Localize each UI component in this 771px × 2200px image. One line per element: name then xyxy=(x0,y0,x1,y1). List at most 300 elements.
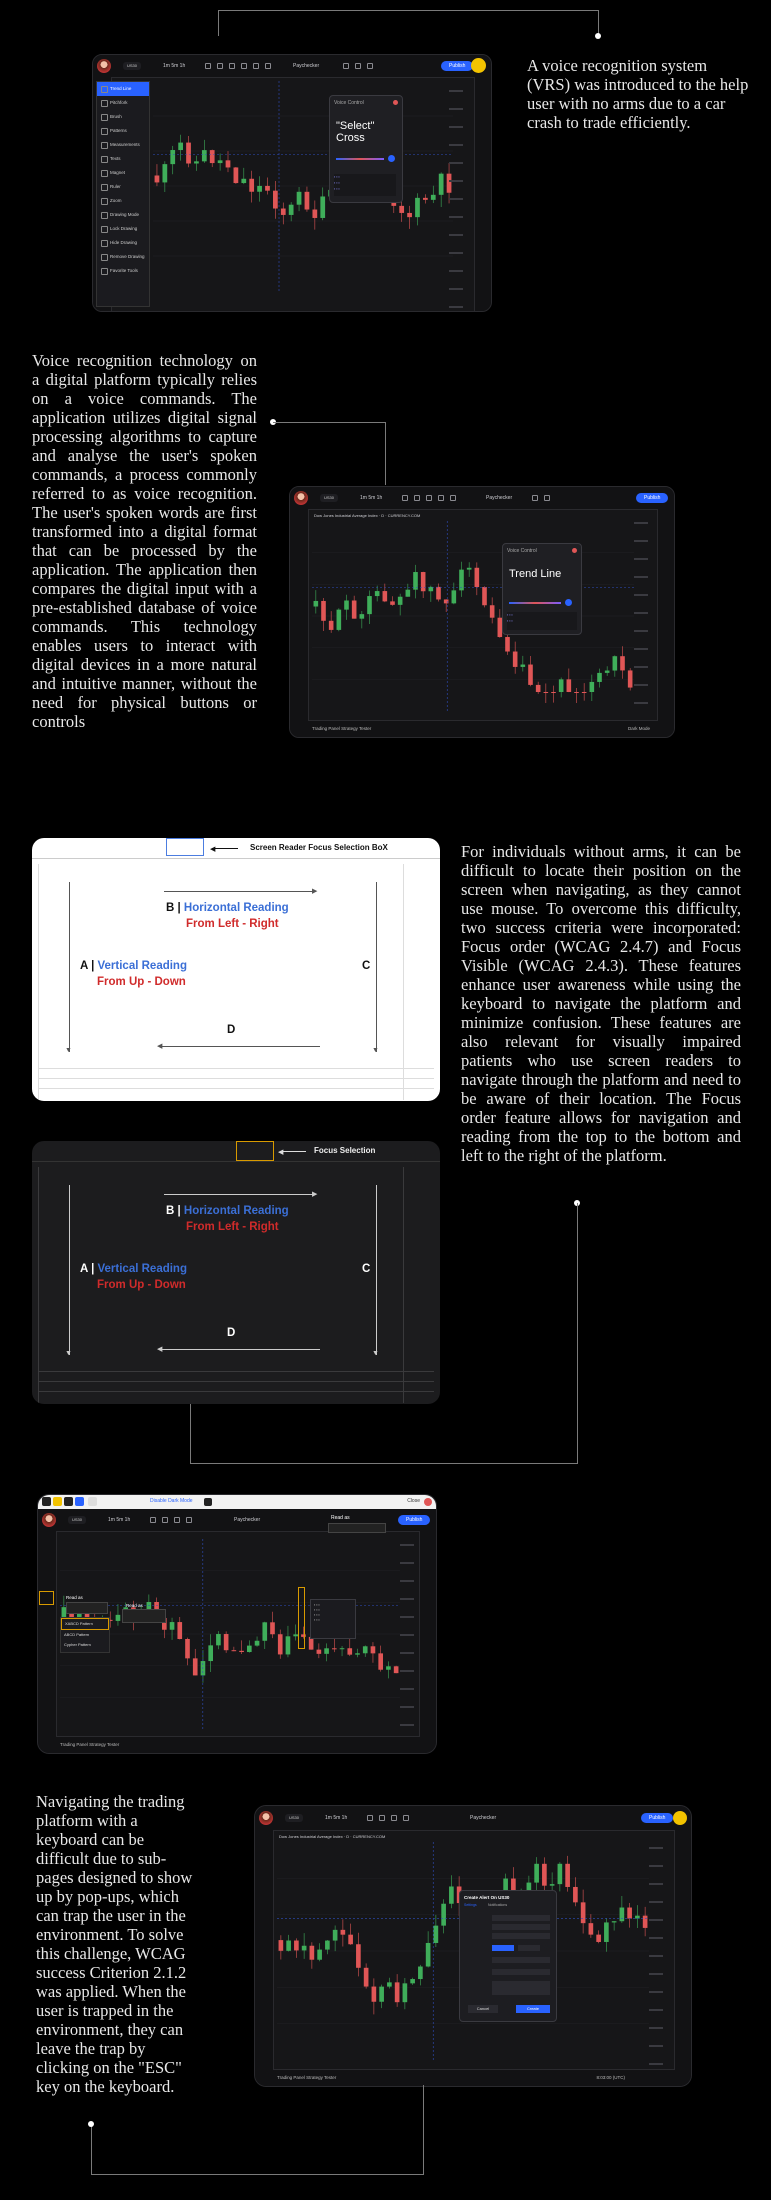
dialog-title: Create Alert On US30 xyxy=(464,1895,510,1900)
candle-body xyxy=(317,1950,322,1960)
right-toolbar xyxy=(674,1830,691,2086)
candle-body xyxy=(387,1982,392,1986)
candle-body xyxy=(573,1887,578,1902)
candle-body xyxy=(273,191,278,209)
candle-body xyxy=(363,1646,368,1653)
candle-body xyxy=(170,1622,175,1630)
price-tick xyxy=(649,1955,673,1968)
alert-icon[interactable] xyxy=(186,1517,192,1523)
tab-settings[interactable]: Settings xyxy=(464,1903,477,1907)
candle-body xyxy=(317,1650,322,1654)
candle-body xyxy=(612,1921,617,1922)
candle-body xyxy=(423,198,428,200)
candle-body xyxy=(379,1987,384,2002)
menu-item[interactable]: Drawing Mode xyxy=(97,208,149,222)
price-tick xyxy=(649,1991,673,2004)
price-tick xyxy=(649,1883,673,1896)
layout-icon[interactable] xyxy=(174,1517,180,1523)
letter-a: A | xyxy=(80,1263,95,1275)
voice-waveform xyxy=(509,602,561,604)
candle-body xyxy=(534,1864,539,1883)
tab-notifications[interactable]: Notifications xyxy=(488,1903,508,1907)
candle-body xyxy=(162,164,167,182)
layout-icon[interactable] xyxy=(426,495,432,501)
candle-body xyxy=(239,1651,244,1652)
read-as-label: Read as xyxy=(66,1595,83,1600)
candle-body xyxy=(185,1639,190,1658)
candle-body xyxy=(620,1908,625,1922)
menu-item[interactable]: Favorite Tools xyxy=(97,264,149,278)
voice-control-panel xyxy=(502,543,582,635)
letter-a: A | xyxy=(80,960,95,972)
voice-command-text: "Select" Cross xyxy=(336,120,375,144)
candle-body xyxy=(186,143,191,164)
price-tick xyxy=(634,558,658,571)
close-icon[interactable] xyxy=(572,548,577,553)
price-scale xyxy=(634,517,658,715)
trading-screen-screen-reader xyxy=(37,1494,437,1754)
price-tick xyxy=(400,1580,424,1593)
price-scale xyxy=(400,1539,424,1731)
candle-body xyxy=(270,1622,275,1634)
price-tick xyxy=(400,1616,424,1629)
price-tick xyxy=(449,198,473,211)
candle-body xyxy=(395,1982,400,2002)
voice-waveform xyxy=(336,158,384,160)
candle-body xyxy=(544,692,549,693)
candle-body xyxy=(348,1935,353,1945)
price-tick xyxy=(649,1847,673,1860)
publish-button[interactable]: Publish xyxy=(441,61,473,71)
price-tick xyxy=(649,1919,673,1932)
candle-body xyxy=(320,196,325,217)
status-bar xyxy=(56,1736,420,1753)
menu-item[interactable]: Texts xyxy=(97,152,149,166)
candle-body xyxy=(436,587,441,600)
menu-item[interactable]: Zoom xyxy=(97,194,149,208)
candle-body xyxy=(210,150,215,163)
candlestick-chart xyxy=(312,521,634,711)
candle-body xyxy=(355,1653,360,1654)
menu-item[interactable]: Lock Drawing xyxy=(97,222,149,236)
candle-body xyxy=(452,590,457,603)
menu-item[interactable]: Trend Line xyxy=(97,82,149,96)
price-tick xyxy=(649,1901,673,1914)
candle-body xyxy=(178,143,183,150)
candle-body xyxy=(325,1941,330,1950)
section2-paragraph: Voice recognition technology on a digital platform typically relies on a voice commands. The application utilizes digital signal processing algorithms to capture and analyse the user's spoken commands, a process commonly referred to as voice recognition. The user's spoken words are first transformed into a digital format that can be processed by the application. The application then compares the digital input with a pre-established database of voice commands. This technology enables users to interact with digital devices in a more natural and intuitive manner, without the need for physical buttons or controls xyxy=(32,351,257,731)
layout-icon[interactable] xyxy=(229,63,235,69)
candle-body xyxy=(224,1634,229,1650)
candle-body xyxy=(613,656,618,670)
top-toolbar: US30 1m 5m 1h Paychecker Publish xyxy=(290,487,674,510)
candle-body xyxy=(170,150,175,164)
top-toolbar: US30 1m 5m 1h Paychecker Publish xyxy=(93,55,491,78)
price-tick xyxy=(634,666,658,679)
candle-body xyxy=(329,621,334,630)
candle-body xyxy=(294,1941,299,1951)
candle-body xyxy=(421,572,426,591)
publish-button[interactable]: Publish xyxy=(641,1813,673,1823)
price-tick xyxy=(634,648,658,661)
candle-body xyxy=(441,1904,446,1926)
candle-body xyxy=(567,679,572,692)
candle-body xyxy=(398,597,403,605)
focus-selection-box xyxy=(166,838,204,856)
candle-body xyxy=(410,1979,415,1983)
candle-body xyxy=(431,195,436,200)
candle-body xyxy=(208,1645,213,1661)
layout-icon[interactable] xyxy=(391,1815,397,1821)
candle-body xyxy=(257,186,262,192)
replay-icon[interactable] xyxy=(450,495,456,501)
user-avatar[interactable] xyxy=(259,1811,273,1825)
left-toolbar xyxy=(255,1830,274,2086)
candle-body xyxy=(628,670,633,687)
price-tick xyxy=(649,2045,673,2058)
candle-body xyxy=(596,1935,601,1942)
candle-body xyxy=(194,161,199,163)
price-tick xyxy=(649,1865,673,1878)
cancel-button[interactable]: Cancel xyxy=(468,2005,498,2013)
focus-selection-box xyxy=(236,1141,274,1161)
candle-body xyxy=(340,1648,345,1649)
banner-close-button[interactable]: Close xyxy=(407,1498,420,1504)
candle-body xyxy=(643,1916,648,1928)
candle-body xyxy=(415,198,420,217)
replay-icon[interactable] xyxy=(253,63,259,69)
indicators-icon[interactable] xyxy=(414,495,420,501)
horizontal-reading-label: Horizontal Reading xyxy=(183,1205,289,1217)
menu-item[interactable]: Magnet xyxy=(97,166,149,180)
candle-body xyxy=(360,614,365,619)
callout-label: Focus Selection xyxy=(314,1146,376,1155)
camera-icon[interactable] xyxy=(367,63,373,69)
menu-item[interactable]: Brush xyxy=(97,110,149,124)
candle-body xyxy=(383,591,388,601)
price-tick xyxy=(449,270,473,283)
candle-body xyxy=(341,1930,346,1935)
accessibility-banner xyxy=(38,1495,436,1509)
chart-type-icon[interactable] xyxy=(367,1815,373,1821)
candle-body xyxy=(234,167,239,183)
candle-body xyxy=(439,174,444,195)
letter-c: C xyxy=(362,1263,371,1275)
price-tick xyxy=(649,2009,673,2022)
price-tick xyxy=(400,1598,424,1611)
pattern-popup xyxy=(60,1617,110,1653)
price-tick xyxy=(449,180,473,193)
user-avatar[interactable] xyxy=(42,1513,56,1527)
fullscreen-icon[interactable] xyxy=(355,63,361,69)
status-bar xyxy=(273,2069,675,2086)
accessibility-icon[interactable] xyxy=(673,1811,687,1825)
indicators-icon[interactable] xyxy=(162,1517,168,1523)
price-tick xyxy=(634,702,658,715)
user-avatar[interactable] xyxy=(294,491,308,505)
candle-body xyxy=(589,1923,594,1934)
focus-selection-box xyxy=(298,1587,305,1649)
price-tick xyxy=(400,1652,424,1665)
popup-item[interactable]: Cypher Pattern xyxy=(64,1642,91,1647)
price-tick xyxy=(649,1973,673,1986)
price-tick xyxy=(634,630,658,643)
candle-body xyxy=(279,1940,284,1951)
microphone-icon[interactable] xyxy=(565,599,572,606)
candle-body xyxy=(449,1886,454,1903)
candle-body xyxy=(444,599,449,603)
chart-type-icon[interactable] xyxy=(402,495,408,501)
candle-body xyxy=(116,1615,121,1621)
popup-item[interactable]: ABCD Pattern xyxy=(64,1632,90,1637)
candle-body xyxy=(324,1648,329,1654)
candle-body xyxy=(482,587,487,605)
price-tick xyxy=(649,1937,673,1950)
publish-button[interactable]: Publish xyxy=(398,1515,430,1525)
candle-body xyxy=(565,1864,570,1887)
menu-item[interactable]: Patterns xyxy=(97,124,149,138)
candle-body xyxy=(605,671,610,673)
candle-body xyxy=(177,1622,182,1639)
candle-body xyxy=(321,601,326,621)
letter-c: C xyxy=(362,960,371,972)
status-bar xyxy=(308,720,658,737)
close-icon[interactable] xyxy=(424,1498,432,1506)
menu-item[interactable]: Hide Drawing xyxy=(97,236,149,250)
alert-icon[interactable] xyxy=(403,1815,409,1821)
candle-body xyxy=(305,192,310,210)
candle-body xyxy=(513,652,518,667)
focus-order-card-dark: ◀ Focus Selection ▶ B | Horizontal Reading From Left - Right ▼ A | Vertical Reading From Up - Down ▼ C D ◀ xyxy=(32,1141,440,1404)
drawing-tools-menu xyxy=(96,81,150,307)
trading-screen-voice-trendline xyxy=(289,486,675,738)
candle-body xyxy=(434,1926,439,1943)
vertical-reading-label: Vertical Reading xyxy=(97,960,187,972)
price-tick xyxy=(634,522,658,535)
candle-body xyxy=(202,150,207,161)
trading-screen-voice-cross xyxy=(92,54,492,312)
trading-screen-alert-dialog xyxy=(254,1805,692,2087)
candle-body xyxy=(574,692,579,693)
microphone-icon[interactable] xyxy=(388,155,395,162)
candle-body xyxy=(372,1987,377,2002)
indicators-icon[interactable] xyxy=(217,63,223,69)
vertical-reading-label: Vertical Reading xyxy=(97,1263,187,1275)
candle-body xyxy=(344,601,349,610)
candle-body xyxy=(347,1648,352,1654)
settings-icon[interactable] xyxy=(343,63,349,69)
candle-body xyxy=(378,1653,383,1669)
candle-body xyxy=(490,605,495,617)
candle-body xyxy=(390,601,395,604)
candle-body xyxy=(352,601,357,619)
vertical-reading-sub: From Up - Down xyxy=(97,1279,186,1291)
candle-body xyxy=(332,1648,337,1649)
callout-label: Screen Reader Focus Selection BoX xyxy=(250,843,388,852)
candle-body xyxy=(297,192,302,205)
price-tick xyxy=(400,1562,424,1575)
candle-body xyxy=(310,1946,315,1960)
horizontal-reading-sub: From Left - Right xyxy=(186,1221,279,1233)
menu-item[interactable]: Remove Drawing xyxy=(97,250,149,264)
menu-item[interactable]: Measurements xyxy=(97,138,149,152)
top-toolbar: US30 1m 5m 1h Paychecker Publish xyxy=(38,1509,436,1532)
connector-dot xyxy=(88,2121,94,2127)
section3-paragraph: For individuals without arms, it can be difficult to locate their position on the screen when navigating, as they cannot use mouse. To overcome this difficulty, two success criteria were incorporated: Focus order (WCAG 2.4.7) and Focus Visible (WCAG 2.4.3). These features enhance user awareness while using the keyboard to navigate the platform and minimize confusion. These features are also relevant for visually impaired patients who use screen readers to navigate through the platform and need to be aware of their location. The Focus order feature allows for navigation and reading from the top to the bottom and left to the right of the platform. xyxy=(461,842,741,1165)
symbol-search[interactable]: US30 xyxy=(123,62,141,70)
symbol-search[interactable]: US30 xyxy=(68,1516,86,1524)
letter-d: D xyxy=(227,1024,236,1036)
command-log: ▪ ▪ ▪ ▪ ▪ ▪ xyxy=(507,612,577,630)
publish-button[interactable]: Publish xyxy=(636,493,668,503)
left-toolbar xyxy=(290,509,309,737)
price-tick xyxy=(449,144,473,157)
trading-panel-tabs[interactable]: Trading Panel Strategy Tester xyxy=(277,2075,337,2080)
read-as-label: Read as xyxy=(126,1603,143,1608)
voice-control-title: Voice Control xyxy=(507,548,537,554)
candle-body xyxy=(371,1646,376,1653)
trading-panel-tabs[interactable]: Trading Panel Strategy Tester xyxy=(312,726,372,731)
candle-body xyxy=(467,568,472,570)
candle-body xyxy=(337,610,342,630)
voice-control-title: Voice Control xyxy=(334,100,364,106)
candle-body xyxy=(255,1641,260,1646)
price-tick xyxy=(649,2027,673,2040)
letter-b: B | xyxy=(166,1205,181,1217)
candle-body xyxy=(364,1968,369,1987)
focus-order-card-light: ◀ Screen Reader Focus Selection BoX ▶ B | Horizontal Reading From Left - Right ▼ A | Vertical Reading From Up - Down ▼ C D ◀ xyxy=(32,838,440,1101)
letter-d: D xyxy=(227,1327,236,1339)
close-icon[interactable] xyxy=(393,100,398,105)
focus-selection-box xyxy=(39,1591,54,1605)
candle-body xyxy=(286,1636,291,1654)
price-tick xyxy=(449,306,473,312)
candle-body xyxy=(582,692,587,693)
candle-body xyxy=(406,590,411,597)
symbol-search[interactable]: US30 xyxy=(285,1814,303,1822)
candle-body xyxy=(590,682,595,692)
candle-body xyxy=(286,1941,291,1951)
section1-paragraph: A voice recognition system (VRS) was introduced to the help user with no arms due to a car crash to trade efficiently. xyxy=(527,56,749,132)
letter-b: B | xyxy=(166,902,181,914)
candle-body xyxy=(281,209,286,215)
candle-body xyxy=(241,179,246,183)
candle-body xyxy=(232,1650,237,1651)
price-tick xyxy=(449,234,473,247)
price-tick xyxy=(400,1670,424,1683)
candle-body xyxy=(302,1946,307,1951)
candle-body xyxy=(249,179,254,192)
right-toolbar xyxy=(657,509,674,737)
price-tick xyxy=(449,108,473,121)
create-alert-dialog xyxy=(459,1890,557,2022)
chart-type-icon[interactable] xyxy=(205,63,211,69)
candle-body xyxy=(356,1944,361,1968)
candle-body xyxy=(521,665,526,667)
candle-body xyxy=(265,186,270,191)
read-as-label: Read as xyxy=(331,1515,350,1521)
price-tick xyxy=(634,594,658,607)
candle-body xyxy=(394,1666,399,1673)
price-tick xyxy=(449,90,473,103)
vertical-reading-sub: From Up - Down xyxy=(97,976,186,988)
price-tick xyxy=(400,1688,424,1701)
candle-body xyxy=(413,572,418,590)
candle-body xyxy=(581,1902,586,1923)
candle-body xyxy=(386,1666,391,1669)
candle-body xyxy=(314,601,319,607)
settings-icon[interactable] xyxy=(532,495,538,501)
candle-body xyxy=(289,205,294,215)
fullscreen-icon[interactable] xyxy=(544,495,550,501)
create-button[interactable]: Create xyxy=(516,2005,550,2013)
price-tick xyxy=(400,1544,424,1557)
section5-paragraph: Navigating the trading platform with a keyboard can be difficult due to sub-pages designed to show up by pop-ups, which can trap the user in the environment. To solve this challenge, WCAG success Criterion 2.1.2 was applied. When the user is trapped in the environment, they can leave the trap by clicking on the "ESC" key on the keyboard. xyxy=(36,1792,193,2096)
candle-body xyxy=(542,1864,547,1886)
candle-body xyxy=(620,656,625,670)
voice-control-panel xyxy=(329,95,403,203)
candle-body xyxy=(527,1883,532,1891)
candle-body xyxy=(536,685,541,692)
chart-title: Dow Jones Industrial Average Index · D · CURRENCY.COM xyxy=(314,513,421,518)
symbol-search[interactable]: US30 xyxy=(320,494,338,502)
menu-item[interactable]: Pitchfork xyxy=(97,96,149,110)
price-tick xyxy=(449,216,473,229)
undo-icon[interactable] xyxy=(265,63,271,69)
accessibility-icon[interactable] xyxy=(471,58,486,73)
price-tick xyxy=(449,126,473,139)
candle-body xyxy=(216,1634,221,1645)
candle-body xyxy=(559,679,564,692)
right-toolbar xyxy=(474,77,491,311)
candle-body xyxy=(407,213,412,217)
menu-item[interactable]: Ruler xyxy=(97,180,149,194)
price-tick xyxy=(634,576,658,589)
price-tick xyxy=(400,1706,424,1719)
alert-icon[interactable] xyxy=(438,495,444,501)
candle-body xyxy=(627,1908,632,1919)
trading-panel-tabs[interactable]: Trading Panel Strategy Tester xyxy=(60,1742,120,1747)
disable-dark-mode-toggle[interactable]: Disable Dark Mode xyxy=(150,1498,193,1504)
candle-body xyxy=(278,1634,283,1654)
candle-body xyxy=(333,1930,338,1941)
candle-body xyxy=(550,1884,555,1886)
chart-type-icon[interactable] xyxy=(150,1517,156,1523)
price-tick xyxy=(449,162,473,175)
candle-body xyxy=(247,1646,252,1652)
dark-mode-toggle[interactable]: Dark Mode xyxy=(627,726,650,731)
price-scale xyxy=(649,1842,673,2064)
candle-body xyxy=(418,1967,423,1980)
alert-icon[interactable] xyxy=(241,63,247,69)
indicators-icon[interactable] xyxy=(379,1815,385,1821)
user-avatar[interactable] xyxy=(97,59,111,73)
price-tick xyxy=(449,288,473,301)
horizontal-reading-label: Horizontal Reading xyxy=(183,902,289,914)
command-log: ▪ ▪ ▪ ▪ ▪ ▪ ▪ ▪ ▪ xyxy=(334,174,396,196)
popup-item[interactable]: XABCD Pattern xyxy=(61,1618,109,1630)
utc-clock: 8:03:00 (UTC) xyxy=(596,2075,625,2080)
price-tick xyxy=(400,1634,424,1647)
price-tick xyxy=(634,684,658,697)
candle-body xyxy=(475,568,480,587)
price-tick xyxy=(634,612,658,625)
candle-body xyxy=(262,1622,267,1640)
candle-body xyxy=(426,1943,431,1967)
horizontal-reading-sub: From Left - Right xyxy=(186,918,279,930)
top-toolbar: US30 1m 5m 1h Paychecker Publish xyxy=(255,1806,691,1831)
candle-body xyxy=(597,673,602,682)
